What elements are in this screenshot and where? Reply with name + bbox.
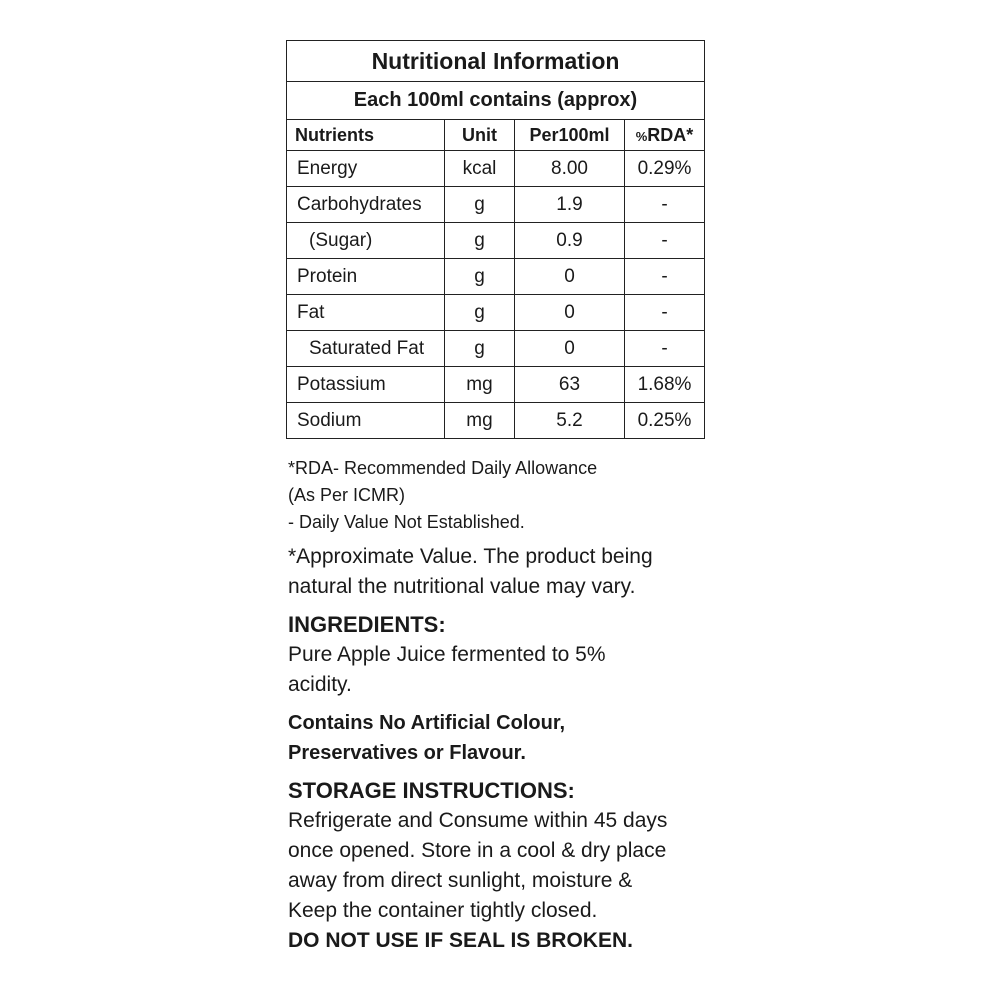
nutrient-rda: - <box>625 331 705 367</box>
nutrient-rda: - <box>625 295 705 331</box>
nutrient-value: 0 <box>515 295 625 331</box>
nutrient-name: Fat <box>287 295 445 331</box>
table-title: Nutritional Information <box>287 41 705 82</box>
nutrient-unit: g <box>445 295 515 331</box>
nutrient-name: Protein <box>287 259 445 295</box>
table-header-row <box>287 120 705 151</box>
label-notes <box>288 455 728 956</box>
contains-line-1: Contains No Artificial Colour, <box>288 712 566 734</box>
rda-footnote-3: - Daily Value Not Established. <box>288 512 525 532</box>
nutrient-unit: mg <box>445 403 515 439</box>
nutrient-rda: 1.68% <box>625 367 705 403</box>
table-row <box>287 331 705 367</box>
header-rda-label: RDA* <box>647 124 694 145</box>
contains-line-2: Preservatives or Flavour. <box>288 742 526 764</box>
nutrient-rda: 0.29% <box>625 151 705 187</box>
table-row <box>287 151 705 187</box>
storage-line-3: away from direct sunlight, moisture & <box>288 869 633 892</box>
nutrient-value: 5.2 <box>515 403 625 439</box>
nutrition-table <box>286 40 705 439</box>
nutrient-value: 63 <box>515 367 625 403</box>
table-row <box>287 295 705 331</box>
nutrient-name: Saturated Fat <box>287 331 445 367</box>
nutrient-value: 0.9 <box>515 223 625 259</box>
header-unit: Unit <box>445 120 515 151</box>
header-rda-prefix: % <box>635 128 648 144</box>
header-rda <box>625 120 705 151</box>
rda-footnote-2: (As Per ICMR) <box>288 485 405 505</box>
table-row <box>287 367 705 403</box>
nutrient-name: Sodium <box>287 403 445 439</box>
nutrient-value: 8.00 <box>515 151 625 187</box>
rda-footnote-1: *RDA- Recommended Daily Allowance <box>288 458 598 478</box>
table-row <box>287 259 705 295</box>
nutrient-rda: - <box>625 187 705 223</box>
nutrient-unit: g <box>445 259 515 295</box>
approx-note-2: natural the nutritional value may vary. <box>288 575 636 598</box>
nutrient-unit: kcal <box>445 151 515 187</box>
nutrient-unit: g <box>445 223 515 259</box>
nutrient-rda: - <box>625 259 705 295</box>
nutrient-value: 0 <box>515 259 625 295</box>
seal-warning: DO NOT USE IF SEAL IS BROKEN. <box>288 929 633 952</box>
nutrient-name: Potassium <box>287 367 445 403</box>
storage-heading: STORAGE INSTRUCTIONS: <box>288 778 575 803</box>
header-per100ml: Per100ml <box>515 120 625 151</box>
storage-line-4: Keep the container tightly closed. <box>288 899 598 922</box>
nutrition-panel <box>286 40 706 439</box>
nutrient-name: (Sugar) <box>287 223 445 259</box>
nutrient-value: 0 <box>515 331 625 367</box>
table-row <box>287 403 705 439</box>
table-subtitle: Each 100ml contains (approx) <box>287 82 705 120</box>
header-nutrients: Nutrients <box>287 120 445 151</box>
approx-note-1: *Approximate Value. The product being <box>288 545 653 568</box>
nutrient-unit: mg <box>445 367 515 403</box>
nutrient-rda: - <box>625 223 705 259</box>
nutrient-unit: g <box>445 187 515 223</box>
ingredients-line-1: Pure Apple Juice fermented to 5% <box>288 643 606 666</box>
nutrient-rda: 0.25% <box>625 403 705 439</box>
ingredients-heading: INGREDIENTS: <box>288 612 446 637</box>
table-row <box>287 187 705 223</box>
ingredients-line-2: acidity. <box>288 673 352 696</box>
nutrient-unit: g <box>445 331 515 367</box>
nutrient-name: Energy <box>287 151 445 187</box>
nutrient-name: Carbohydrates <box>287 187 445 223</box>
storage-line-2: once opened. Store in a cool & dry place <box>288 839 667 862</box>
storage-line-1: Refrigerate and Consume within 45 days <box>288 809 668 832</box>
table-row <box>287 223 705 259</box>
nutrient-value: 1.9 <box>515 187 625 223</box>
